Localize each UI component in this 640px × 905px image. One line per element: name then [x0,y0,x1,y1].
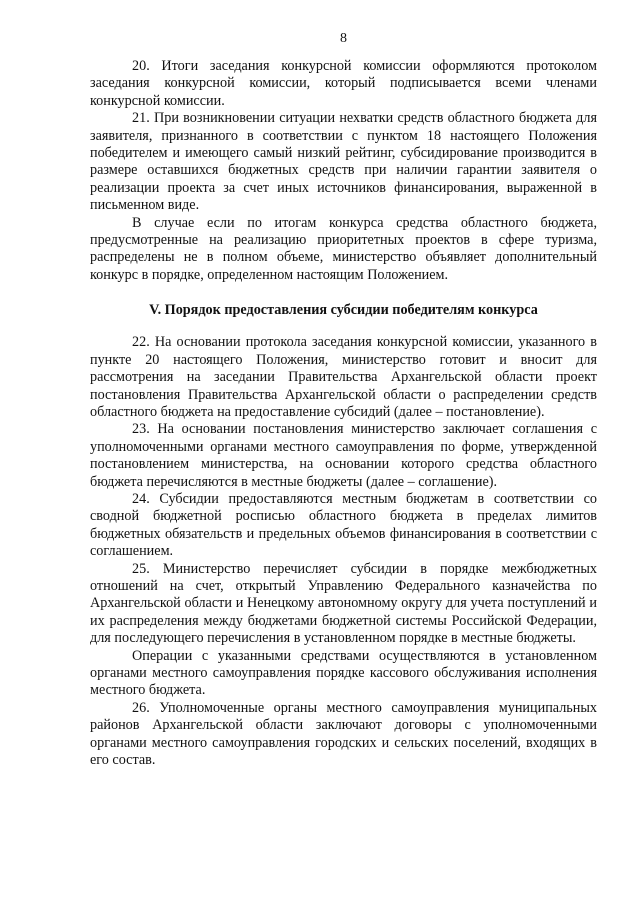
page-number: 8 [340,31,347,46]
document-page [90,30,597,769]
paragraph-item-26: 26. Уполномоченные органы местного самоуправления муниципальных районов Архангельской области заключают договоры с уполномоченными органами местного самоуправления городских и сельских поселений, входящих в его состав. [90,699,597,769]
paragraph-item-23: 23. На основании постановления министерство заключает соглашения с уполномоченными органами местного самоуправления по форме, утвержденной постановлением министерства, на основании которого средства областного бюджета перечисляются в местные бюджеты (далее – соглашение). [90,421,597,490]
paragraph-item-20: 20. Итоги заседания конкурсной комиссии оформляются протоколом заседания конкурсной комиссии, который подписывается всеми членами конкурсной комиссии. [90,58,597,109]
paragraph-item-25-continued: Операции с указанными средствами осуществляются в установленном органами местного самоуправления порядке кассового обслуживания исполнения местного бюджета. [90,647,597,699]
section-title: V. Порядок предоставления субсидии победителям конкурса [149,302,538,319]
paragraph-item-25: 25. Министерство перечисляет субсидии в порядке межбюджетных отношений на счет, открытый Управлению Федерального казначейства по Архангельской области и Ненецкому автономному округу для учета поступлений и их распределения между бюджетами бюджетной системы Российской Федерации, для последующего перечисления в установленном порядке в местные бюджеты. [90,560,597,647]
paragraph-item-22: 22. На основании протокола заседания конкурсной комиссии, указанного в пункте 20 настоящего Положения, министерство готовит и вносит для рассмотрения на заседании Правительства Архангельской области проект постановления Правительства Архангельской области о распределении средств областного бюджета на предоставление субсидий (далее – постановление). [90,334,597,420]
paragraph-item-21: 21. При возникновении ситуации нехватки средств областного бюджета для заявителя, признанного в соответствии с пунктом 18 настоящего Положения победителем и имеющего самый низкий рейтинг, субсидирование производится в размере оставшихся бюджетных средств при наличии гарантии заявителя о реализации проекта за счет иных источников финансирования, выраженной в письменном виде. [90,110,597,214]
paragraph-item-24: 24. Субсидии предоставляются местным бюджетам в соответствии со сводной бюджетной росписью областного бюджета в пределах лимитов бюджетных обязательств и предельных объемов финансирования в соответствии с соглашением. [90,490,597,560]
paragraph-item-21-continued: В случае если по итогам конкурса средства областного бюджета, предусмотренные на реализацию приоритетных проектов в сфере туризма, распределены не в полном объеме, министерство объявляет дополнительный конкурс в порядке, определенном настоящим Положением. [90,214,597,283]
